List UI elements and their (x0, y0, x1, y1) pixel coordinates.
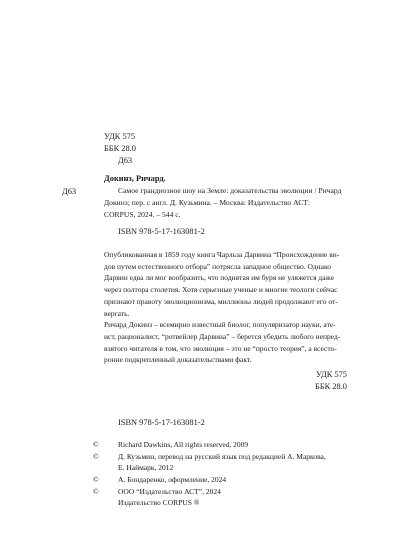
annotation-line: признают правоту эволюционизма, миллионы людей продолжают его от- (104, 296, 338, 306)
annotation-line: дов путем естественного отбора” потрясла западное общество. Однако (104, 261, 331, 271)
author-heading: Докинз, Ричард. (104, 174, 166, 183)
copyright-icon: © (93, 452, 99, 461)
annotation (104, 249, 346, 366)
copyright-line: Издательство CORPUS ® (118, 498, 200, 507)
copyright-icon: © (93, 487, 99, 496)
copyright-line: Е. Наймарк, 2012 (118, 463, 174, 472)
copyright-icon: © (93, 440, 99, 449)
annotation-line: ронне подкрепленный доказательствами факт. (104, 355, 252, 365)
copyright-line: Д. Кузьмин, перевод на русский язык под редакцией А. Маркова, (118, 452, 326, 461)
annotation-line: Ричард Докинз – всемирно известный биолог, популяризатор науки, ате- (104, 320, 336, 330)
bib-line-1: Самое грандиозное шоу на Земле: доказательства эволюции / Ричард (118, 186, 342, 195)
annotation-line: через полтора столетия. Хотя серьезные ученые и многие теологи сейчас (104, 285, 338, 295)
annotation-line: взятого читателя в том, что эволюция – это не “просто теория”, а всесто- (104, 343, 337, 353)
bib-line-3: CORPUS, 2024. – 544 с. (104, 210, 181, 219)
copyright-icon: © (93, 475, 99, 484)
annotation-line: вергать. (104, 308, 130, 318)
udk-code: УДК 575 (104, 132, 136, 141)
copyright-line: ООО “Издательство АСТ”, 2024 (118, 487, 221, 496)
author-mark: Д63 (118, 156, 133, 165)
annotation-line: ист, рационалист, “ротвейлер Дарвина” – берется убедить любого непред- (104, 331, 341, 341)
annotation-line: Дарвин едва ли мог вообразить, что поднятая им буря не уляжется даже (104, 273, 334, 283)
isbn-bottom: ISBN 978-5-17-163081-2 (118, 418, 205, 427)
annotation-line: Опубликованная в 1859 году книга Чарльза Дарвина “Происхождение ви- (104, 250, 340, 259)
copyright-line: А. Бондаренко, оформление, 2024 (118, 475, 227, 484)
bbk-code-right: ББК 28.0 (315, 382, 347, 391)
bib-line-2: Докинз; пер. с англ. Д. Кузьмина. – Москва: Издательство АСТ: (104, 198, 311, 207)
isbn-top: ISBN 978-5-17-163081-2 (118, 227, 205, 236)
bbk-code: ББК 28.0 (104, 144, 136, 153)
copyright-line: Richard Dawkins, All rights reserved, 2009 (118, 440, 249, 449)
udk-code-right: УДК 575 (315, 370, 347, 379)
shelf-mark: Д63 (62, 187, 77, 196)
